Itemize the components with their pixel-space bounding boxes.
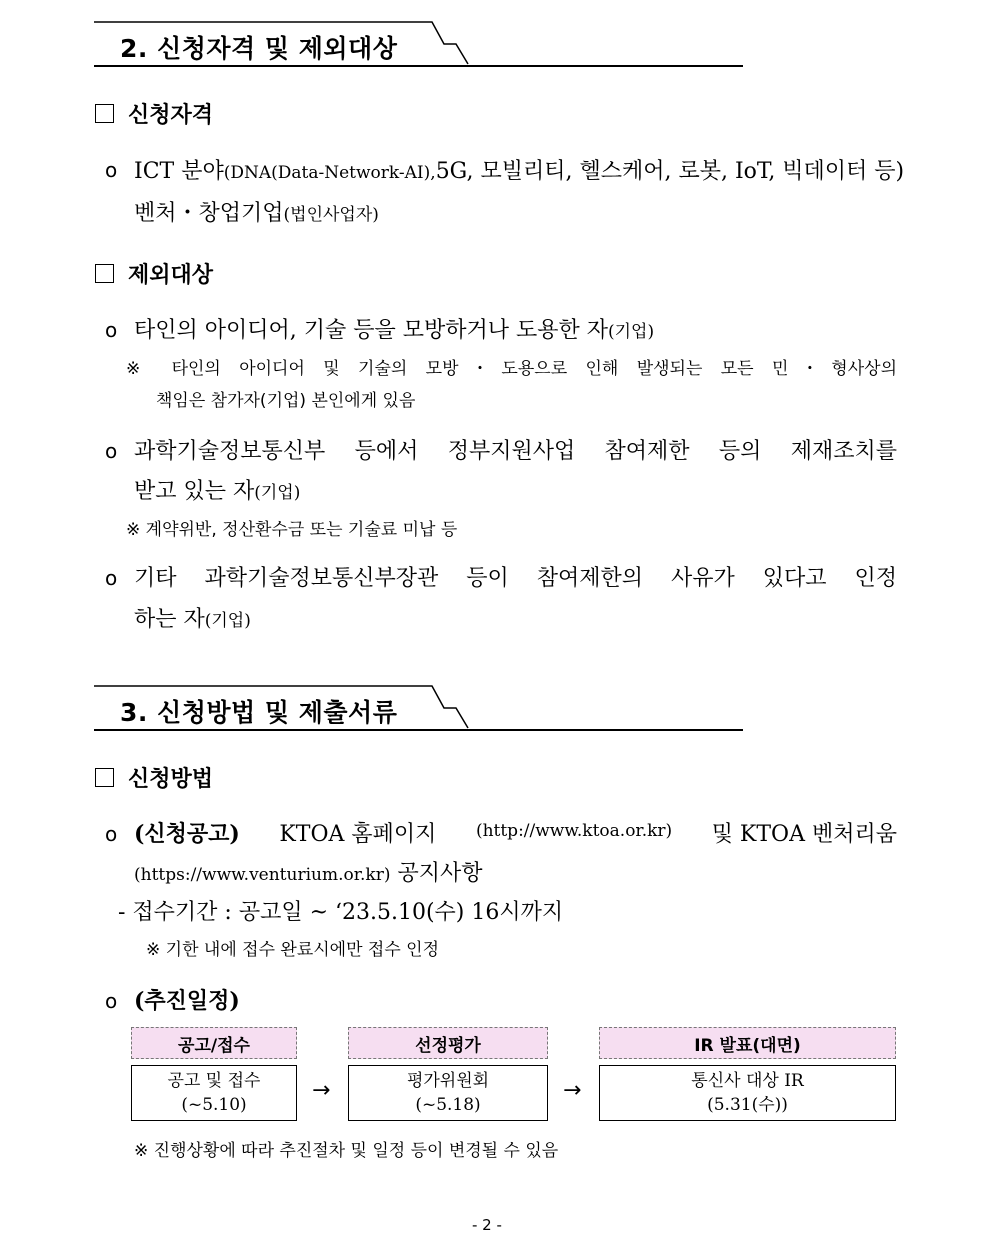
exclusion-item1: 타인의 아이디어, 기술 등을 모방하거나 도용한 자(기업)	[134, 318, 655, 343]
exclusion-heading: 제외대상	[95, 258, 213, 289]
exclusion-item1-note-line2: 책임은 참가자(기업) 본인에게 있음	[156, 391, 416, 411]
flow-step3-box: 통신사 대상 IR (5.31(수))	[599, 1065, 896, 1121]
page-number: - 2 -	[472, 1216, 502, 1234]
bullet-icon: o	[105, 566, 118, 590]
exclusion-item2-note: ※ 계약위반, 정산환수금 또는 기술료 미납 등	[126, 520, 458, 540]
square-bullet-icon	[95, 104, 114, 123]
flow-step3-header: IR 발표(대면)	[599, 1027, 896, 1059]
exclusion-item1-note-line1: ※ 타인의 아이디어 및 기술의 모방・도용으로 인해 발생되는 모든 민・형사상의	[126, 359, 897, 379]
schedule-heading: (추진일정)	[134, 988, 240, 1014]
schedule-change-note: ※ 진행상황에 따라 추진절차 및 일정 등이 변경될 수 있음	[134, 1141, 559, 1161]
section2-title-tab	[94, 18, 474, 70]
right-arrow-icon: →	[312, 1078, 331, 1103]
square-bullet-icon	[95, 264, 114, 283]
eligibility-item-line1: ICT 분야(DNA(Data-Network-AI), 5G, 모빌리티, 헬스케어, 로봇, IoT, 빅데이터 등)	[134, 159, 905, 184]
exclusion-item2-line2: 받고 있는 자(기업)	[134, 479, 301, 504]
right-arrow-icon: →	[563, 1078, 582, 1103]
section3-underline	[94, 729, 743, 731]
method-heading: 신청방법	[95, 762, 213, 793]
method-item1-line1: (신청공고) KTOA 홈페이지 (http://www.ktoa.or.kr) 및 KTOA 벤처리움	[134, 821, 897, 847]
bullet-icon: o	[105, 439, 118, 463]
bullet-icon: o	[105, 989, 118, 1013]
section2-title: 2. 신청자격 및 제외대상	[120, 34, 398, 63]
method-item1-line2: (https://www.venturium.or.kr) 공지사항	[134, 861, 483, 886]
exclusion-item3-line1: 기타 과학기술정보통신부장관 등이 참여제한의 사유가 있다고 인정	[134, 566, 897, 591]
flow-step1-box: 공고 및 접수 (~5.10)	[131, 1065, 297, 1121]
application-period-note: ※ 기한 내에 접수 완료시에만 접수 인정	[146, 940, 439, 960]
application-period: - 접수기간 : 공고일 ~ ‘23.5.10(수) 16시까지	[118, 900, 564, 925]
flow-step1-header: 공고/접수	[131, 1027, 297, 1059]
bullet-icon: o	[105, 318, 118, 342]
eligibility-heading: 신청자격	[95, 98, 213, 129]
flow-step2-header: 선정평가	[348, 1027, 548, 1059]
section3-title-tab	[94, 682, 474, 734]
eligibility-item-line2: 벤처・창업기업(법인사업자)	[134, 201, 379, 226]
bullet-icon: o	[105, 158, 118, 182]
exclusion-item2-line1: 과학기술정보통신부 등에서 정부지원사업 참여제한 등의 제재조치를	[134, 439, 897, 464]
flow-step2-box: 평가위원회 (~5.18)	[348, 1065, 548, 1121]
exclusion-item3-line2: 하는 자(기업)	[134, 607, 251, 632]
section2-underline	[94, 65, 743, 67]
section3-title: 3. 신청방법 및 제출서류	[120, 698, 398, 727]
bullet-icon: o	[105, 822, 118, 846]
square-bullet-icon	[95, 768, 114, 787]
